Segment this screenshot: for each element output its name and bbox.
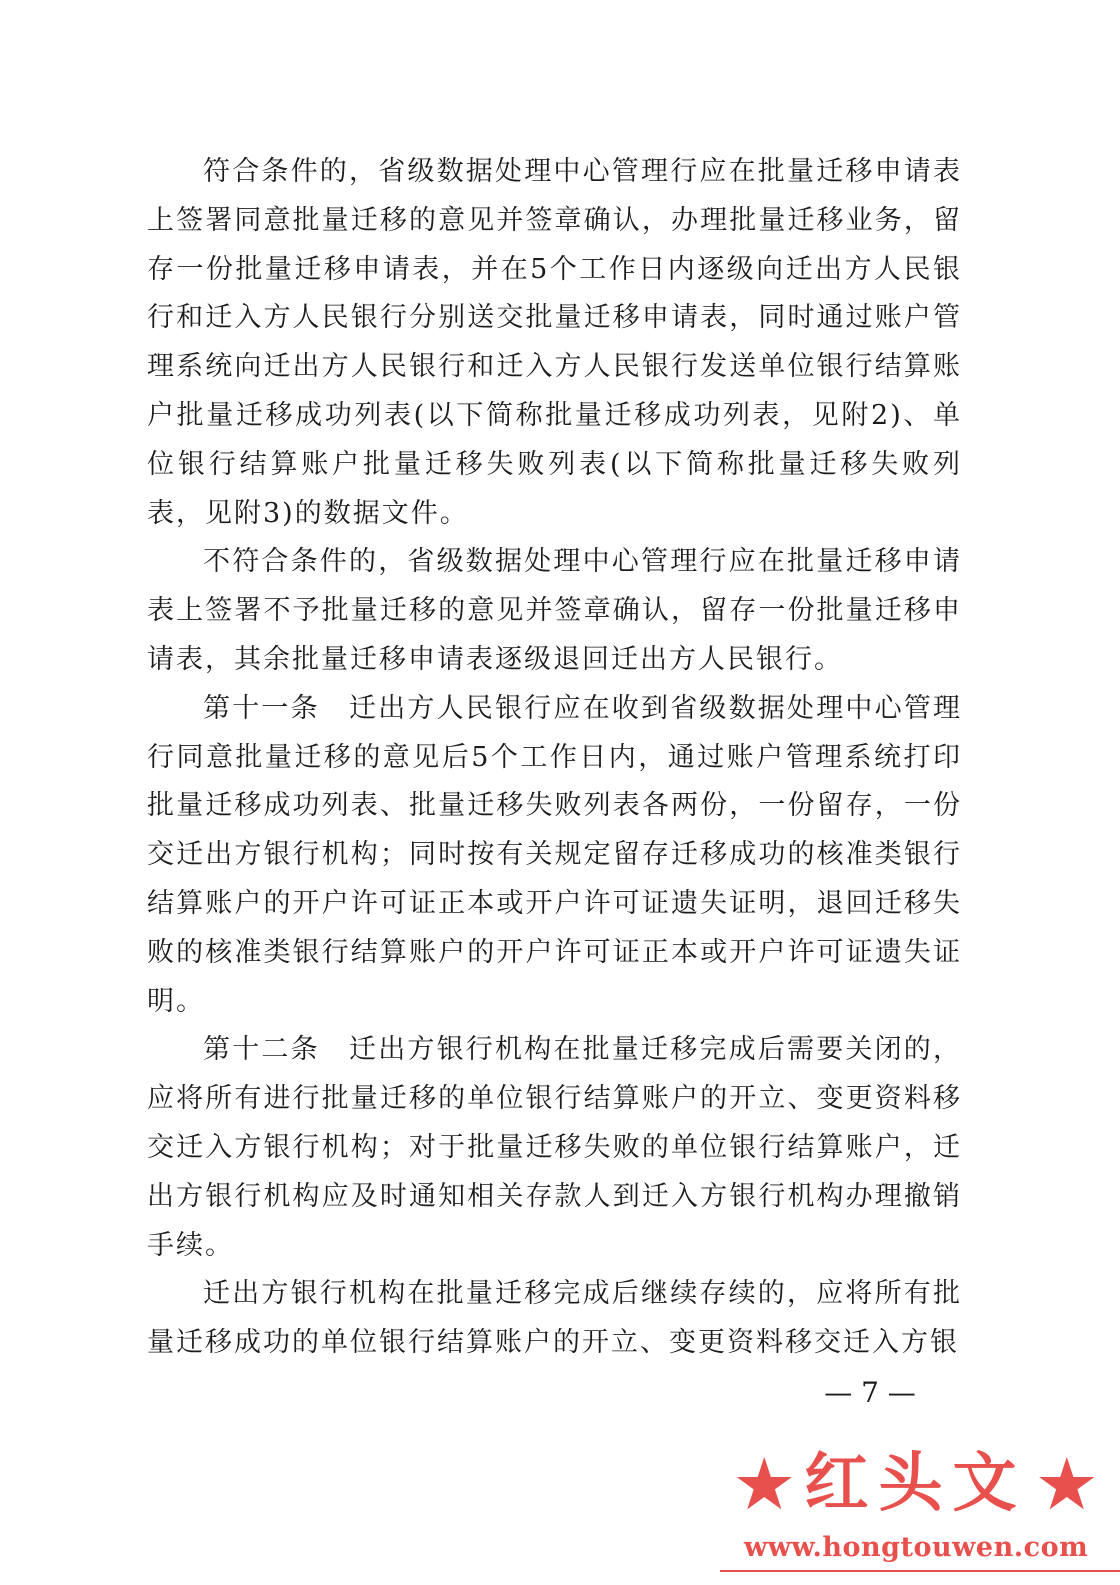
star-icon: ★	[1034, 1442, 1100, 1526]
paragraph: 符合条件的，省级数据处理中心管理行应在批量迁移申请表上签署同意批量迁移的意见并签章确认，办理批量迁移业务，留存一份批量迁移申请表，并在5个工作日内逐级向迁出方人民银行和迁入方人民银行分别送交批量迁移申请表，同时通过账户管理系统向迁出方人民银行和迁入方人民银行发送单位银行结算账户批量迁移成功列表(以下简称批量迁移成功列表，见附2)、单位银行结算账户批量迁移失败列表(以下简称批量迁移失败列表，见附3)的数据文件。	[147, 156, 962, 529]
watermark-title: 红头文	[804, 1447, 1027, 1521]
paragraph: 迁出方银行机构在批量迁移完成后继续存续的，应将所有批量迁移成功的单位银行结算账户的开立、变更资料移交迁入方银	[147, 1278, 962, 1359]
site-watermark	[720, 1440, 1120, 1585]
article-eleven-paragraph: 第十一条 迁出方人民银行应在收到省级数据处理中心管理行同意批量迁移的意见后5个工作日内，通过账户管理系统打印批量迁移成功列表、批量迁移失败列表各两份，一份留存，一份交迁出方银行机构；同时按有关规定留存迁移成功的核准类银行结算账户的开户许可证正本或开户许可证遗失证明，退回迁移失败的核准类银行结算账户的开户许可证正本或开户许可证遗失证明。	[147, 692, 962, 1017]
paragraph: 不符合条件的，省级数据处理中心管理行应在批量迁移申请表上签署不予批量迁移的意见并签章确认，留存一份批量迁移申请表，其余批量迁移申请表逐级退回迁出方人民银行。	[147, 546, 962, 675]
document-body	[147, 148, 962, 1368]
page-number: — 7 —	[824, 1376, 916, 1409]
star-icon: ★	[732, 1442, 797, 1526]
watermark-url: www.hongtouwen.com	[744, 1532, 1089, 1563]
watermark-divider	[720, 1570, 1120, 1572]
watermark-header	[732, 1442, 1100, 1526]
article-twelve-paragraph: 第十二条 迁出方银行机构在批量迁移完成后需要关闭的，应将所有进行批量迁移的单位银行结算账户的开立、变更资料移交迁入方银行机构；对于批量迁移失败的单位银行结算账户，迁出方银行机构应及时通知相关存款人到迁入方银行机构办理撤销手续。	[147, 1034, 962, 1261]
